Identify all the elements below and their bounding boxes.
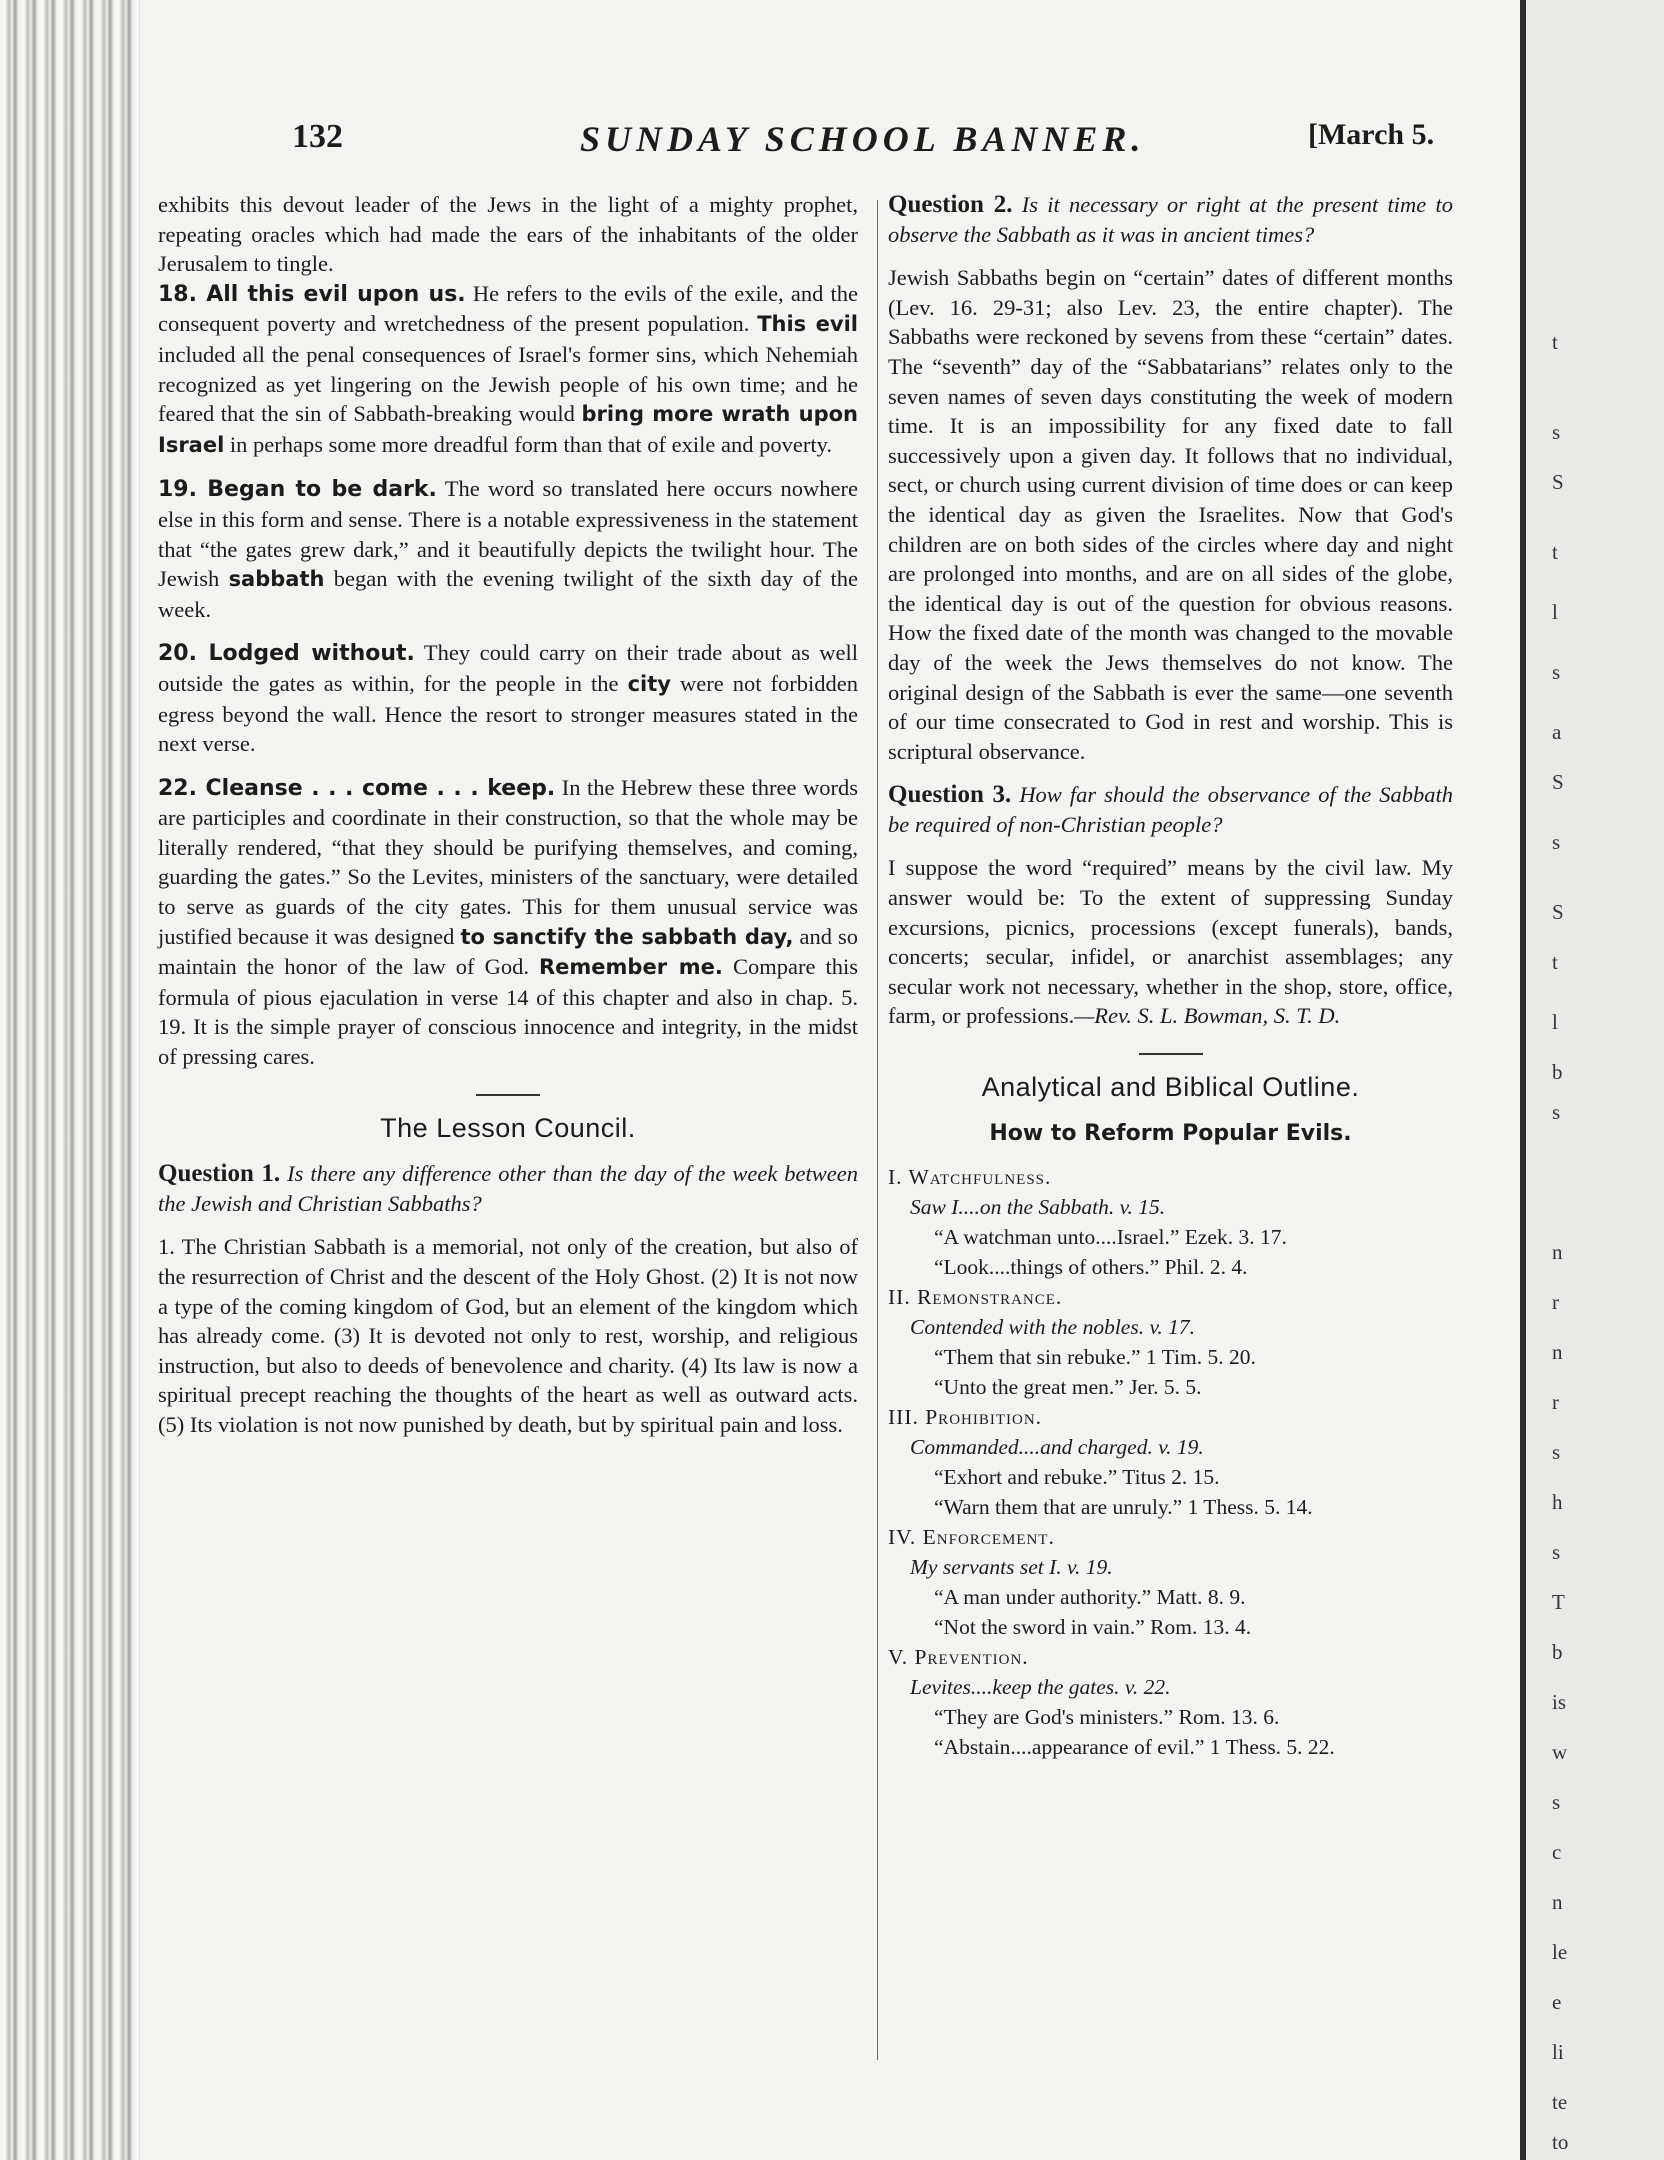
question-1 [158,1159,858,1218]
question-1-text: Is there any difference other than the day of the week between the Jewish and Christian Sabbaths? [158,1161,858,1216]
next-page-fragment: c [1552,1840,1562,1864]
next-page-fragment: l [1552,1010,1558,1034]
next-page-edge [1520,0,1664,2160]
page-number: 132 [292,118,343,155]
next-page-fragment: s [1552,1440,1561,1464]
outline-verse: Commanded....and charged. v. 19. [910,1435,1204,1460]
outline-section [888,1402,1453,1522]
next-page-fragment: w [1552,1740,1568,1764]
answer-3-author: —Rev. S. L. Bowman, S. T. D. [1074,1003,1341,1029]
question-2-text: Is it necessary or right at the present time to observe the Sabbath as it was in ancient times? [888,192,1453,247]
note-heading: 19. Began to be dark. [158,477,437,503]
emphasized-phrase: Remember me. [539,955,723,980]
note-text: Compare this formula of pious ejaculation in verse 14 of this chapter and also in chap. 5. 19. It is the simple prayer of conscious innocence and integrity, in the midst of pressing cares. [158,954,859,1070]
outline-reference: “Them that sin rebuke.” 1 Tim. 5. 20. [934,1345,1256,1370]
outline-reference: “Look....things of others.” Phil. 2. 4. [934,1255,1248,1280]
outline-reference: “A man under authority.” Matt. 8. 9. [934,1585,1246,1610]
outline-heading: III. Prohibition. [888,1405,1043,1430]
next-page-fragment: n [1552,1340,1563,1364]
outline-heading: IV. Enforcement. [888,1525,1055,1550]
next-page-fragment: S [1552,770,1564,794]
next-page-fragment: S [1552,900,1564,924]
next-page-fragment: b [1552,1060,1563,1084]
next-page-fragment: to [1552,2130,1569,2154]
section-rule [476,1094,540,1096]
note-text: and so maintain the honor of the law of God. [158,923,859,980]
next-page-fragment: te [1552,2090,1568,2114]
next-page-fragment: s [1552,660,1561,684]
next-page-fragment: s [1552,830,1561,854]
note-text: He refers to the evils of the exile, and the consequent poverty and wretchedness of the present population. [158,280,859,337]
next-page-fragment: n [1552,1890,1563,1914]
commentary-note [158,638,858,758]
outline-verse: Contended with the nobles. v. 17. [910,1315,1196,1340]
next-page-fragment: s [1552,1540,1561,1564]
outline-heading: I. Watchfulness. [888,1165,1052,1190]
outline-reference: “Warn them that are unruly.” 1 Thess. 5. 14. [934,1495,1313,1520]
next-page-fragment: n [1552,1240,1563,1264]
next-page-fragment: a [1552,720,1562,744]
next-page-fragment: li [1552,2040,1564,2064]
commentary-note [158,773,858,1072]
answer-1: 1. The Christian Sabbath is a memorial, not only of the creation, but also of the resurrection of Christ and the descent of the Holy Ghost. (2) It is not now a type of the coming kingdom of God, but an element of the kingdom which has already come. (3) It is devoted not only to rest, worship, and religious instruction, but also to deeds of benevolence and charity. (4) Its law is now a spiritual precept reaching the thoughts of the heart as well as outward acts. (5) Its violation is not now punished by death, but by spiritual pain and loss. [158,1234,858,1437]
right-column [888,190,1453,1762]
next-page-fragment: r [1552,1390,1559,1414]
outline-subtitle: How to Reform Popular Evils. [989,1120,1352,1146]
next-page-fragment: b [1552,1640,1563,1664]
next-page-fragment: T [1552,1590,1565,1614]
outline-verse: Levites....keep the gates. v. 22. [910,1675,1171,1700]
next-page-fragment: s [1552,1790,1561,1814]
outline-reference: “Abstain....appearance of evil.” 1 Thess. 5. 22. [934,1735,1335,1760]
outline-reference: “Not the sword in vain.” Rom. 13. 4. [934,1615,1252,1640]
outline-verse: My servants set I. v. 19. [910,1555,1113,1580]
note-text: The word so translated here occurs nowhere else in this form and sense. There is a notable expressiveness in the statement that “the gates grew dark,” and it beautifully depicts the twilight hour. The Jewish [158,476,858,592]
next-page-fragment: s [1552,1100,1561,1124]
outline-reference: “Unto the great men.” Jer. 5. 5. [934,1375,1202,1400]
biblical-outline [888,1162,1453,1762]
question-3-label: Question 3. [888,781,1012,809]
outline-reference: “They are God's ministers.” Rom. 13. 6. [934,1705,1280,1730]
outline-reference: “Exhort and rebuke.” Titus 2. 15. [934,1465,1220,1490]
answer-3 [888,853,1453,1031]
question-2 [888,190,1453,249]
note-heading: 18. All this evil upon us. [158,281,466,307]
note-text: In the Hebrew these three words are participles and coordinate in their construction, so that the whole may be literally rendered, “that they should be purifying themselves, and coming, guarding the gates.” So the Levites, ministers of the sanctuary, were detailed to serve as guards of the city gates. This for them unusual service was justified because it was designed [158,774,858,949]
note-text: They could carry on their trade about as well outside the gates as within, for the people in the [158,640,858,696]
next-page-fragment: r [1552,1290,1559,1314]
book-spine [0,0,140,2160]
emphasized-phrase: sabbath [228,567,325,592]
note-heading: 22. Cleanse . . . come . . . keep. [158,775,556,801]
outline-section [888,1642,1453,1762]
question-1-label: Question 1. [158,1160,281,1188]
outline-heading: V. Prevention. [888,1645,1029,1670]
note-text: were not forbidden egress beyond the wall. Hence the resort to stronger measures stated in the next verse. [158,670,858,757]
emphasized-phrase: to sanctify the sabbath day, [460,924,794,949]
note-text: included all the penal consequences of Israel's former sins, which Nehemiah recognized as yet lingering on the Jewish people of his own time; and he feared that the sin of Sabbath-breaking would [158,341,858,427]
intro-paragraph: exhibits this devout leader of the Jews in the light of a mighty prophet, repeating oracles which had made the ears of the inhabitants of the older Jerusalem to tingle. [158,192,858,277]
page-header [140,118,1520,168]
outline-section [888,1162,1453,1282]
next-page-fragment: s [1552,420,1561,444]
next-page-fragment: e [1552,1990,1562,2014]
outline-section [888,1522,1453,1642]
next-page-fragment: S [1552,470,1564,494]
question-2-label: Question 2. [888,191,1013,218]
question-3-text: How far should the observance of the Sabbath be required of non-Christian people? [888,782,1454,837]
outline-verse: Saw I....on the Sabbath. v. 15. [910,1195,1166,1220]
note-text: in perhaps some more dreadful form than that of exile and poverty. [224,431,833,457]
left-column [158,190,858,1440]
commentary-note [158,474,858,624]
emphasized-phrase: This evil [757,312,858,337]
next-page-fragment: t [1552,330,1558,354]
emphasized-phrase: city [627,671,671,696]
question-3 [888,780,1453,839]
outline-heading: II. Remonstrance. [888,1285,1063,1310]
emphasized-phrase: bring more wrath upon Israel [158,402,859,457]
answer-3-text: I suppose the word “required” means by the civil law. My answer would be: To the extent of suppressing Sunday excursions, picnics, processions (except funerals), bands, concerts; secular, infidel, or anarchist assemblages; any secular work not necessary, whether in the shop, store, office, farm, or professions. [888,855,1453,1029]
section-rule [1139,1053,1203,1055]
note-heading: 20. Lodged without. [158,641,415,667]
commentary-notes [158,279,858,1072]
commentary-note [158,279,858,461]
outline-reference: “A watchman unto....Israel.” Ezek. 3. 17. [934,1225,1287,1250]
outline-section [888,1282,1453,1402]
running-date: [March 5. [1308,118,1435,151]
lesson-council-title: The Lesson Council. [380,1112,636,1143]
outline-title: Analytical and Biblical Outline. [981,1072,1360,1103]
column-divider [877,200,878,2060]
next-page-fragment: t [1552,950,1558,974]
next-page-fragment: l [1552,600,1558,624]
note-text: began with the evening twilight of the sixth day of the week. [158,566,858,622]
next-page-fragment: le [1552,1940,1568,1964]
next-page-fragment: h [1552,1490,1563,1514]
running-title: SUNDAY SCHOOL BANNER. [580,119,1146,159]
next-page-fragment: t [1552,540,1558,564]
answer-2: Jewish Sabbaths begin on “certain” dates of different months (Lev. 16. 29-31; also Lev. 23, the entire chapter). The Sabbaths were reckoned by sevens from these “certain” dates. The “seventh” day of the “Sabbatarians” relates only to the seven names of seven days constituting the week of modern time. It is an impossibility for any fixed date to fall successively upon a given day. It follows that no individual, sect, or church using current division of time does or can keep the identical day as given the Israelites. Now that God's children are on both sides of the circles where day and night are prolonged into months, and are on all sides of the globe, the identical day is out of the question for obvious reasons. How the fixed date of the month was changed to the movable day of the week the Jews themselves do not know. The original design of the Sabbath is ever the same—one seventh of our time consecrated to God in rest and worship. This is scriptural observance. [888,265,1453,764]
next-page-fragment: is [1552,1690,1567,1714]
